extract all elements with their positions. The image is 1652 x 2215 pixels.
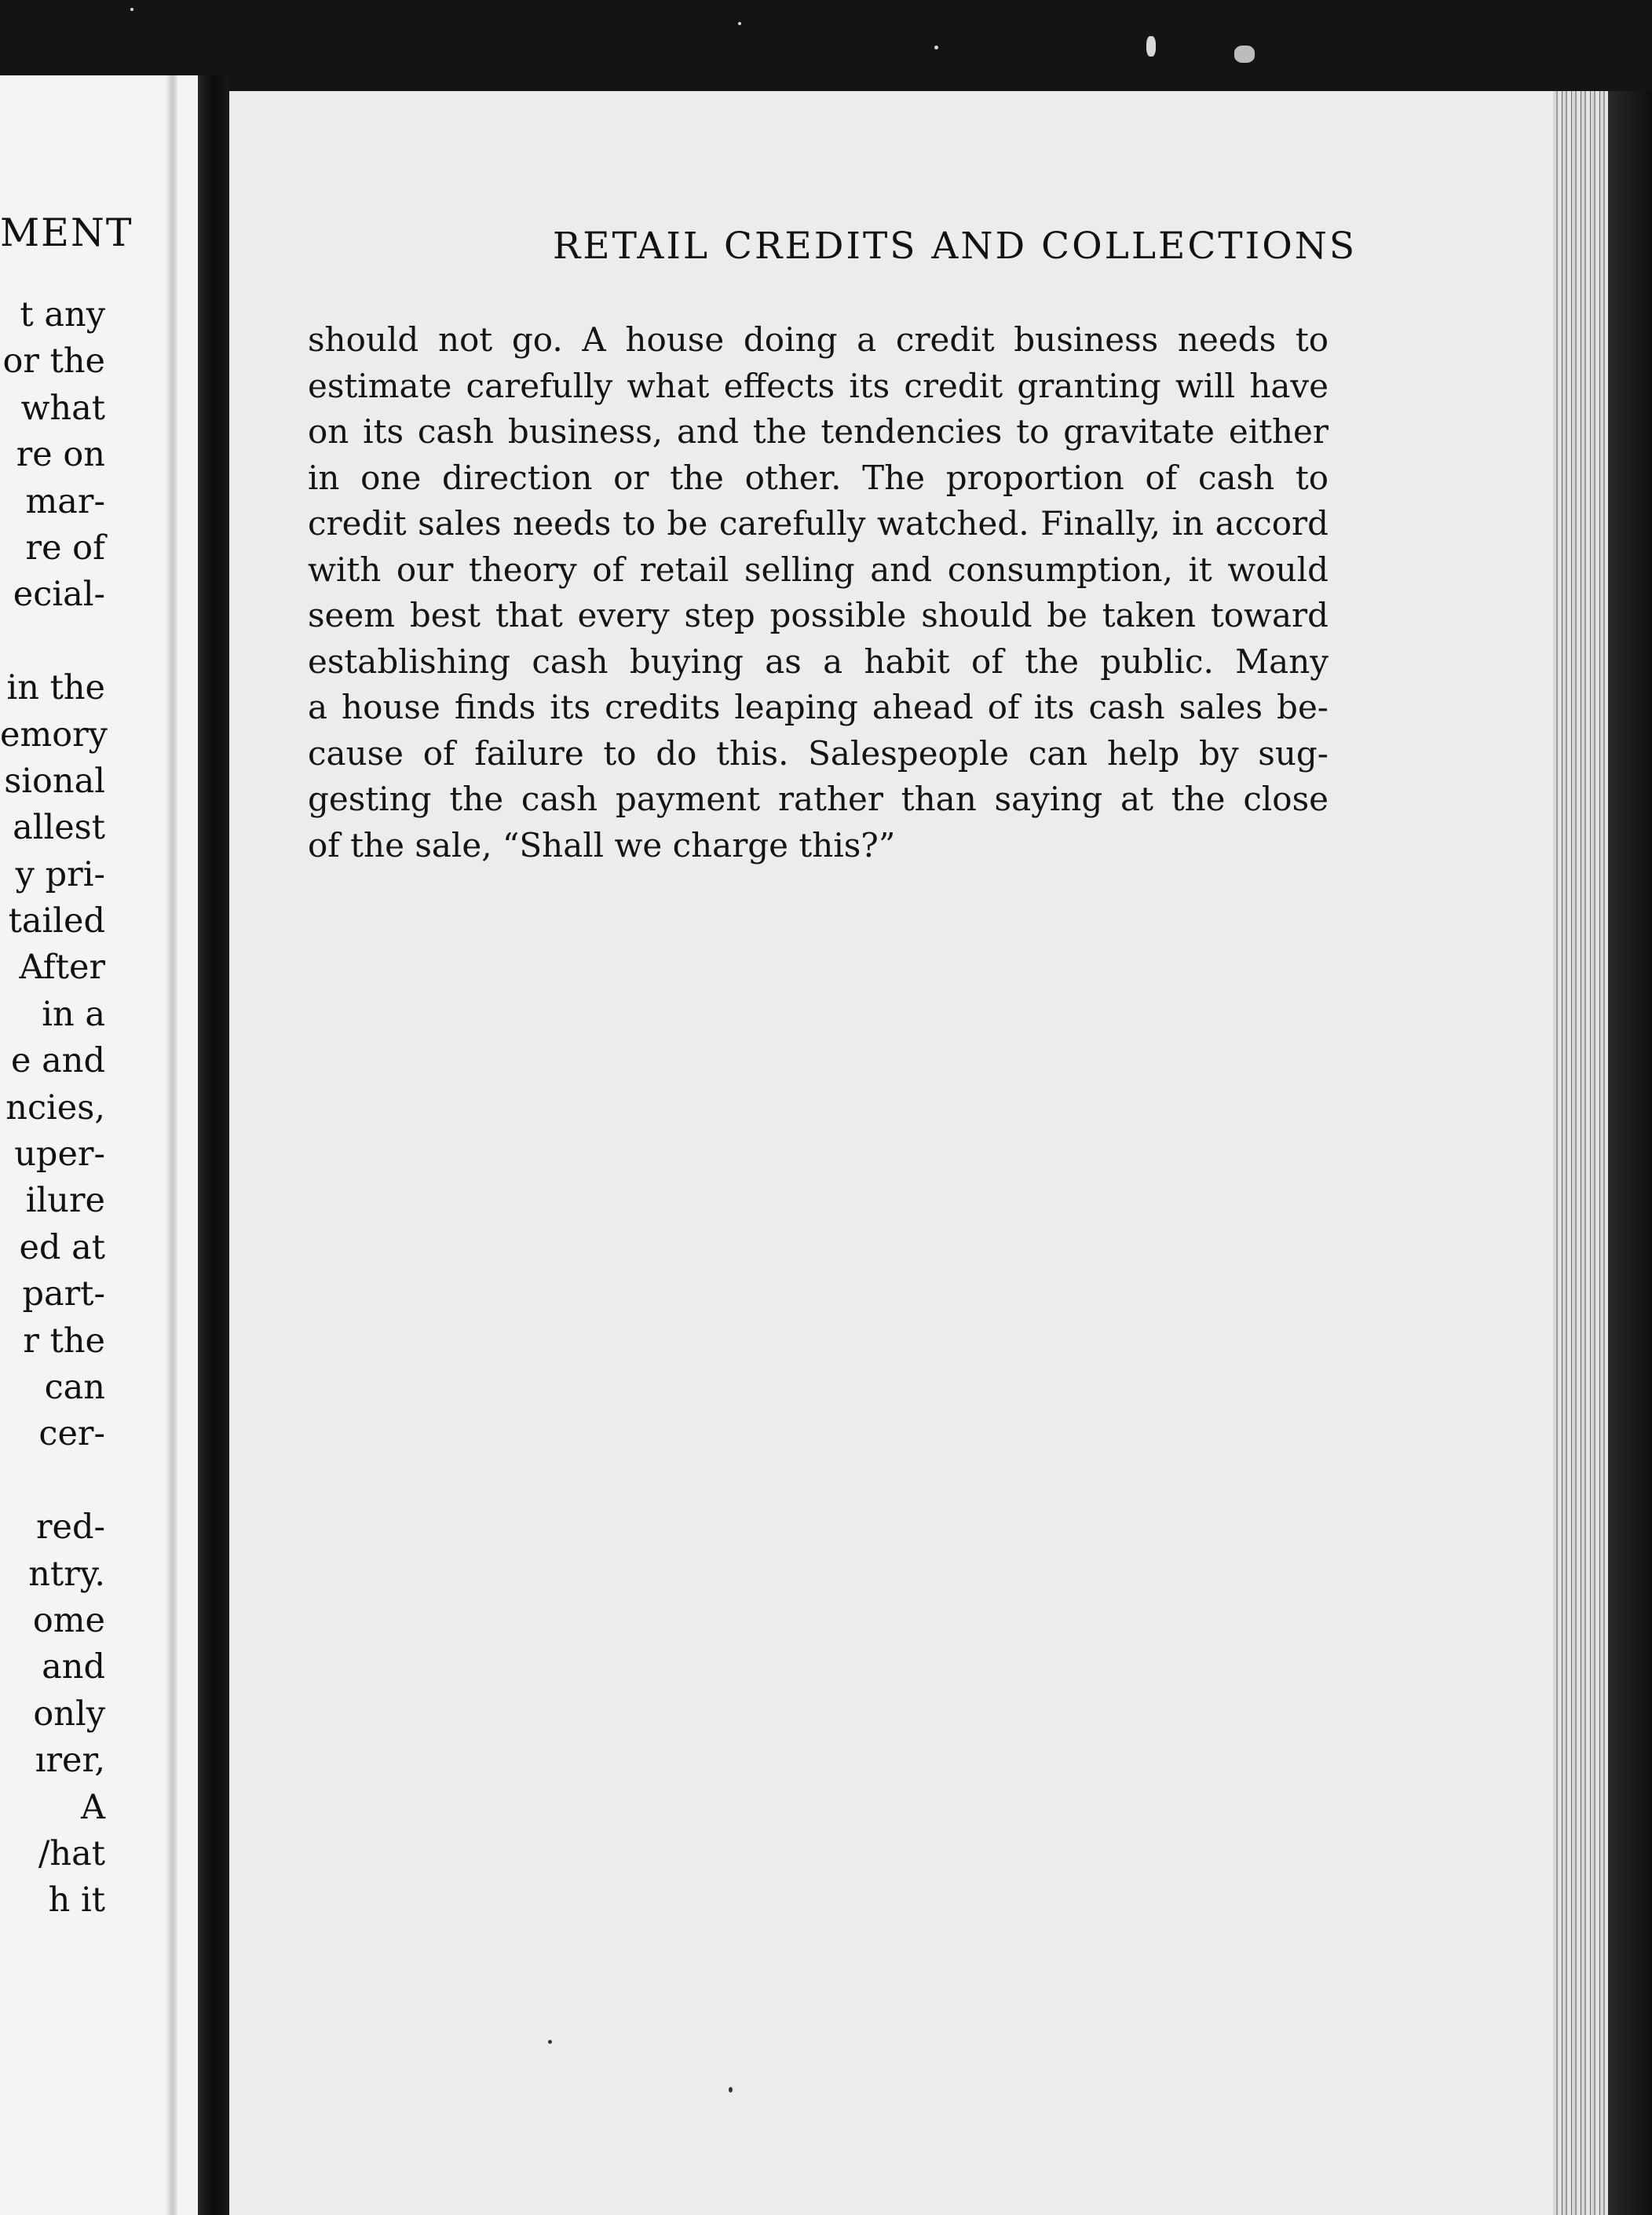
body-text-line: in one direction or the other. The proportion of cash to: [308, 458, 1329, 497]
left-text-fragment: in a: [31, 994, 105, 1034]
left-page-text-fragments: [0, 292, 108, 1924]
left-text-fragment: mar-: [14, 481, 105, 521]
body-text-line: on its cash business, and the tendencies to gravitate either: [308, 412, 1329, 451]
left-running-head: MENT: [0, 210, 133, 255]
body-text-line: estimate carefully what effects its credit granting will have: [308, 366, 1329, 405]
body-paragraph: [308, 317, 1329, 868]
scan-speck: [934, 46, 938, 49]
book-gutter: [198, 75, 229, 2215]
left-text-fragment: allest: [13, 808, 105, 848]
scan-speck: [729, 2087, 733, 2093]
page-edge-stack: [1553, 91, 1608, 2215]
left-text-fragment: y pri-: [15, 854, 105, 894]
right-page: [229, 91, 1608, 2215]
left-text-fragment: what: [9, 388, 105, 428]
scan-right-border: [1608, 91, 1652, 2215]
left-text-fragment: [0, 619, 105, 665]
left-text-fragment: ed at: [19, 1227, 105, 1267]
left-text-fragment: emory: [0, 715, 108, 755]
left-text-fragment: ırer,: [35, 1741, 105, 1781]
scan-speck: [1146, 36, 1156, 57]
body-text-line: of the sale, “Shall we charge this?”: [308, 825, 896, 864]
left-text-fragment: and: [31, 1647, 105, 1687]
page-shadow: [165, 75, 177, 2215]
left-text-fragment: ome: [32, 1600, 105, 1640]
left-text-fragment: h it: [48, 1881, 105, 1921]
scan-speck: [548, 2040, 552, 2044]
page-running-head: RETAIL CREDITS AND COLLECTIONS: [552, 225, 1358, 268]
body-text-line: with our theory of retail selling and consumption, it would: [308, 550, 1329, 589]
left-text-fragment: After: [19, 948, 105, 988]
left-text-fragment: ncies,: [5, 1087, 105, 1128]
left-text-fragment: re of: [25, 528, 105, 568]
body-text-line: cause of failure to do this. Salespeople can help by sug-: [308, 733, 1329, 773]
left-text-fragment: r the: [23, 1321, 105, 1361]
body-text-line: establishing cash buying as a habit of the public. Many: [308, 641, 1329, 681]
scan-speck: [738, 22, 741, 25]
left-text-fragment: ecial-: [13, 575, 105, 615]
left-text-fragment: cer-: [27, 1414, 105, 1454]
left-text-fragment: e and: [11, 1041, 105, 1081]
left-text-fragment: ntry.: [28, 1554, 105, 1594]
left-text-fragment: /hat: [38, 1833, 105, 1873]
left-text-fragment: re on: [16, 435, 105, 475]
left-text-fragment: red-: [35, 1508, 105, 1548]
left-text-fragment: t any: [20, 295, 105, 334]
left-text-fragment: sional: [4, 761, 105, 801]
left-text-fragment: in the: [6, 668, 105, 708]
body-text-line: seem best that every step possible should be taken toward: [308, 596, 1329, 634]
left-text-fragment: only: [33, 1694, 105, 1734]
left-text-fragment: [0, 1458, 105, 1504]
left-text-fragment: part-: [22, 1274, 105, 1314]
body-text-line: a house finds its credits leaping ahead of its cash sales be-: [308, 688, 1329, 726]
body-text-line: credit sales needs to be carefully watched. Finally, in accord: [308, 504, 1329, 543]
left-text-fragment: tailed: [8, 901, 105, 941]
body-text-line: gesting the cash payment rather than saying at the close: [308, 780, 1329, 818]
body-text-line: should not go. A house doing a credit business needs to: [308, 320, 1329, 359]
left-text-fragment: ilure: [25, 1181, 105, 1221]
left-text-fragment: or the: [2, 342, 105, 382]
scan-speck: [1234, 46, 1255, 63]
left-text-fragment: A: [80, 1787, 105, 1827]
left-text-fragment: can: [33, 1367, 105, 1407]
left-text-fragment: uper-: [14, 1135, 105, 1175]
scan-speck: [130, 8, 133, 11]
